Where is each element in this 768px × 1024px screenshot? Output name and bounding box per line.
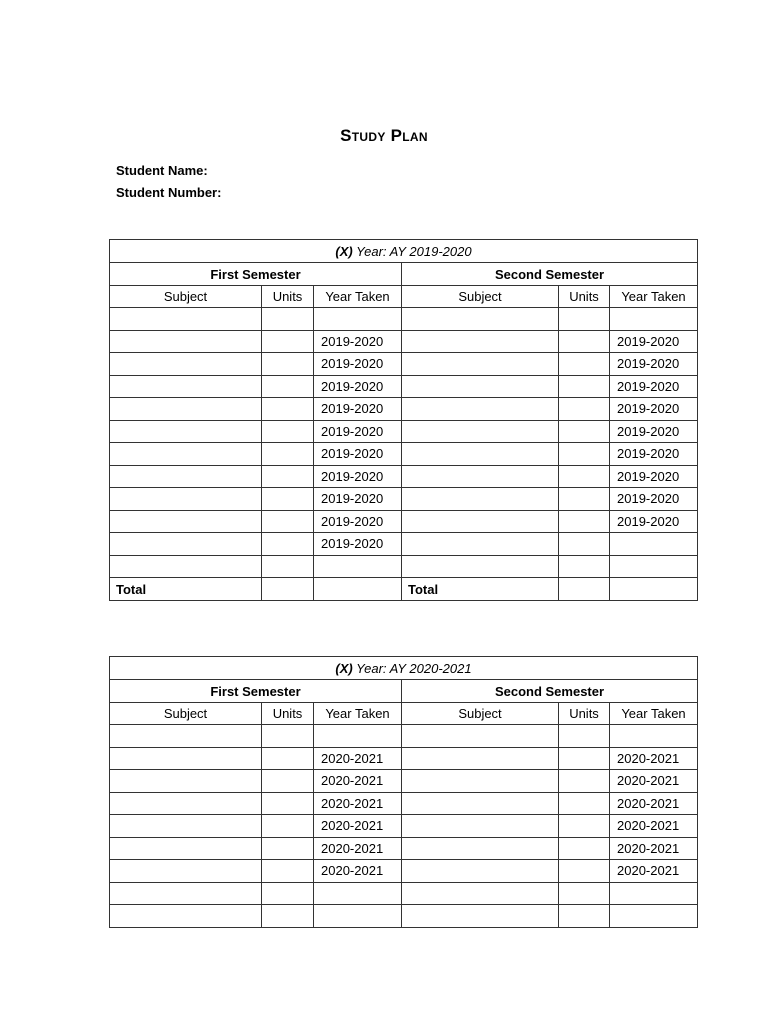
- units-cell[interactable]: [262, 308, 314, 331]
- column-header: Subject: [402, 286, 559, 308]
- subject-cell[interactable]: [402, 398, 559, 421]
- total-label: Total: [402, 578, 559, 601]
- units-cell[interactable]: [262, 815, 314, 838]
- units-cell[interactable]: [559, 792, 610, 815]
- units-cell[interactable]: [262, 792, 314, 815]
- units-cell[interactable]: [262, 905, 314, 928]
- table-row: [110, 465, 698, 488]
- year-taken-cell[interactable]: 2020-2021: [314, 770, 402, 793]
- subject-cell[interactable]: [110, 725, 262, 748]
- year-taken-cell[interactable]: 2019-2020: [610, 510, 698, 533]
- empty-cell: [314, 578, 402, 601]
- year-text: Year: AY 2019-2020: [356, 243, 472, 259]
- year-prefix: (X): [335, 660, 353, 676]
- year-taken-cell[interactable]: [314, 308, 402, 331]
- table-row: [110, 330, 698, 353]
- table-row: [110, 792, 698, 815]
- year-taken-cell[interactable]: [314, 882, 402, 905]
- subject-cell[interactable]: [402, 837, 559, 860]
- year-taken-cell[interactable]: [610, 725, 698, 748]
- year-taken-cell[interactable]: 2019-2020: [610, 398, 698, 421]
- year-taken-cell[interactable]: 2019-2020: [314, 488, 402, 511]
- year-taken-cell[interactable]: 2019-2020: [314, 420, 402, 443]
- year-taken-cell[interactable]: 2019-2020: [610, 353, 698, 376]
- year-taken-cell[interactable]: 2019-2020: [314, 330, 402, 353]
- units-cell[interactable]: [559, 420, 610, 443]
- year-taken-cell[interactable]: [610, 882, 698, 905]
- year-taken-cell[interactable]: 2020-2021: [314, 792, 402, 815]
- student-name-label: Student Name:: [116, 163, 208, 178]
- year-taken-cell[interactable]: [314, 555, 402, 578]
- units-cell[interactable]: [559, 905, 610, 928]
- subject-cell[interactable]: [402, 815, 559, 838]
- year-taken-cell[interactable]: 2020-2021: [610, 792, 698, 815]
- year-taken-cell[interactable]: 2020-2021: [610, 860, 698, 883]
- subject-cell[interactable]: [402, 792, 559, 815]
- year-taken-cell[interactable]: 2019-2020: [314, 398, 402, 421]
- year-taken-cell[interactable]: 2020-2021: [314, 815, 402, 838]
- year-taken-cell[interactable]: 2019-2020: [610, 443, 698, 466]
- table-row: [110, 747, 698, 770]
- units-cell[interactable]: [559, 398, 610, 421]
- units-cell[interactable]: [262, 747, 314, 770]
- year-taken-cell[interactable]: 2020-2021: [610, 815, 698, 838]
- units-cell[interactable]: [262, 860, 314, 883]
- table-row: [110, 837, 698, 860]
- year-taken-cell[interactable]: 2019-2020: [314, 465, 402, 488]
- table-row: [110, 308, 698, 331]
- year-taken-cell[interactable]: 2019-2020: [314, 443, 402, 466]
- subject-cell[interactable]: [402, 443, 559, 466]
- subject-cell[interactable]: [110, 465, 262, 488]
- subject-cell[interactable]: [110, 747, 262, 770]
- table-row: [110, 488, 698, 511]
- subject-cell[interactable]: [110, 792, 262, 815]
- units-total-cell[interactable]: [262, 578, 314, 601]
- year-taken-cell[interactable]: 2020-2021: [314, 860, 402, 883]
- units-cell[interactable]: [559, 882, 610, 905]
- year-taken-cell[interactable]: 2019-2020: [610, 420, 698, 443]
- first-semester-header: First Semester: [110, 263, 402, 286]
- subject-cell[interactable]: [110, 533, 262, 556]
- table-row: [110, 860, 698, 883]
- units-cell[interactable]: [262, 398, 314, 421]
- units-cell[interactable]: [262, 420, 314, 443]
- units-cell[interactable]: [262, 488, 314, 511]
- units-cell[interactable]: [262, 375, 314, 398]
- subject-cell[interactable]: [110, 860, 262, 883]
- units-cell[interactable]: [262, 330, 314, 353]
- column-header: Year Taken: [610, 703, 698, 725]
- table-row: [110, 398, 698, 421]
- year-taken-cell[interactable]: [314, 905, 402, 928]
- subject-cell[interactable]: [402, 308, 559, 331]
- units-cell[interactable]: [262, 770, 314, 793]
- subject-cell[interactable]: [402, 905, 559, 928]
- subject-cell[interactable]: [110, 330, 262, 353]
- subject-cell[interactable]: [110, 353, 262, 376]
- units-cell[interactable]: [559, 770, 610, 793]
- table-row: [110, 533, 698, 556]
- year-header-row: [110, 240, 698, 263]
- year-taken-cell[interactable]: 2019-2020: [610, 465, 698, 488]
- study-plan-table-2019-2020: [109, 239, 698, 601]
- page-title: Study Plan: [340, 126, 428, 145]
- table-row: [110, 555, 698, 578]
- units-cell[interactable]: [262, 353, 314, 376]
- units-cell[interactable]: [559, 330, 610, 353]
- units-cell[interactable]: [559, 443, 610, 466]
- subject-cell[interactable]: [402, 882, 559, 905]
- column-header: Units: [262, 703, 314, 725]
- subject-cell[interactable]: [110, 882, 262, 905]
- subject-cell[interactable]: [110, 770, 262, 793]
- second-semester-header: Second Semester: [402, 680, 698, 703]
- student-number-label: Student Number:: [116, 185, 222, 200]
- column-header: Subject: [110, 703, 262, 725]
- year-taken-cell[interactable]: 2020-2021: [610, 837, 698, 860]
- table-row: [110, 725, 698, 748]
- subject-cell[interactable]: [110, 510, 262, 533]
- units-cell[interactable]: [262, 725, 314, 748]
- total-label: Total: [110, 578, 262, 601]
- units-cell[interactable]: [559, 465, 610, 488]
- subject-cell[interactable]: [110, 555, 262, 578]
- units-cell[interactable]: [559, 725, 610, 748]
- year-taken-cell[interactable]: 2019-2020: [314, 510, 402, 533]
- table-row: [110, 770, 698, 793]
- table-row: [110, 815, 698, 838]
- subject-cell[interactable]: [110, 905, 262, 928]
- units-total-cell[interactable]: [559, 578, 610, 601]
- first-semester-header: First Semester: [110, 680, 402, 703]
- table-row: [110, 420, 698, 443]
- year-taken-cell[interactable]: 2020-2021: [610, 747, 698, 770]
- column-header: Year Taken: [314, 703, 402, 725]
- subject-cell[interactable]: [402, 420, 559, 443]
- units-cell[interactable]: [559, 747, 610, 770]
- empty-cell: [610, 578, 698, 601]
- units-cell[interactable]: [262, 555, 314, 578]
- subject-cell[interactable]: [110, 815, 262, 838]
- subject-cell[interactable]: [110, 375, 262, 398]
- column-header: Year Taken: [610, 286, 698, 308]
- subject-cell[interactable]: [402, 770, 559, 793]
- units-cell[interactable]: [559, 353, 610, 376]
- units-cell[interactable]: [262, 443, 314, 466]
- total-row: [110, 578, 698, 601]
- year-taken-cell[interactable]: [610, 555, 698, 578]
- year-taken-cell[interactable]: 2019-2020: [314, 533, 402, 556]
- units-cell[interactable]: [262, 837, 314, 860]
- column-header: Subject: [402, 703, 559, 725]
- units-cell[interactable]: [559, 510, 610, 533]
- subject-cell[interactable]: [110, 420, 262, 443]
- semester-row: [110, 680, 698, 703]
- subject-cell[interactable]: [402, 747, 559, 770]
- units-cell[interactable]: [262, 465, 314, 488]
- table-row: [110, 905, 698, 928]
- table-row: [110, 510, 698, 533]
- year-taken-cell[interactable]: 2020-2021: [314, 837, 402, 860]
- year-taken-cell[interactable]: [610, 905, 698, 928]
- subject-cell[interactable]: [110, 488, 262, 511]
- subject-cell[interactable]: [402, 375, 559, 398]
- subject-cell[interactable]: [402, 330, 559, 353]
- units-cell[interactable]: [559, 860, 610, 883]
- year-taken-cell[interactable]: 2019-2020: [610, 330, 698, 353]
- table-row: [110, 882, 698, 905]
- subject-cell[interactable]: [110, 308, 262, 331]
- subject-cell[interactable]: [110, 837, 262, 860]
- column-header: Units: [559, 286, 610, 308]
- units-cell[interactable]: [559, 375, 610, 398]
- units-cell[interactable]: [559, 837, 610, 860]
- table-row: [110, 353, 698, 376]
- units-cell[interactable]: [262, 882, 314, 905]
- year-taken-cell[interactable]: 2020-2021: [314, 747, 402, 770]
- subject-cell[interactable]: [402, 488, 559, 511]
- study-plan-table-2020-2021: [109, 656, 698, 928]
- subject-cell[interactable]: [402, 860, 559, 883]
- subject-cell[interactable]: [402, 510, 559, 533]
- subject-cell[interactable]: [110, 398, 262, 421]
- year-text: Year: AY 2020-2021: [356, 660, 472, 676]
- column-header-row: [110, 286, 698, 308]
- table-row: [110, 443, 698, 466]
- year-taken-cell[interactable]: [314, 725, 402, 748]
- year-taken-cell[interactable]: 2019-2020: [610, 375, 698, 398]
- year-taken-cell[interactable]: 2019-2020: [314, 375, 402, 398]
- year-taken-cell[interactable]: [610, 533, 698, 556]
- units-cell[interactable]: [559, 815, 610, 838]
- column-header: Subject: [110, 286, 262, 308]
- column-header-row: [110, 703, 698, 725]
- subject-cell[interactable]: [402, 533, 559, 556]
- units-cell[interactable]: [559, 533, 610, 556]
- units-cell[interactable]: [262, 533, 314, 556]
- column-header: Units: [262, 286, 314, 308]
- column-header: Units: [559, 703, 610, 725]
- subject-cell[interactable]: [402, 555, 559, 578]
- units-cell[interactable]: [559, 488, 610, 511]
- table-row: [110, 375, 698, 398]
- year-taken-cell[interactable]: 2019-2020: [314, 353, 402, 376]
- column-header: Year Taken: [314, 286, 402, 308]
- second-semester-header: Second Semester: [402, 263, 698, 286]
- semester-row: [110, 263, 698, 286]
- units-cell[interactable]: [262, 510, 314, 533]
- units-cell[interactable]: [559, 308, 610, 331]
- subject-cell[interactable]: [402, 353, 559, 376]
- year-prefix: (X): [335, 243, 353, 259]
- year-taken-cell[interactable]: 2019-2020: [610, 488, 698, 511]
- year-header-row: [110, 657, 698, 680]
- units-cell[interactable]: [559, 555, 610, 578]
- year-taken-cell[interactable]: 2020-2021: [610, 770, 698, 793]
- subject-cell[interactable]: [402, 465, 559, 488]
- year-taken-cell[interactable]: [610, 308, 698, 331]
- year-header: [110, 240, 698, 263]
- year-header: [110, 657, 698, 680]
- subject-cell[interactable]: [110, 443, 262, 466]
- subject-cell[interactable]: [402, 725, 559, 748]
